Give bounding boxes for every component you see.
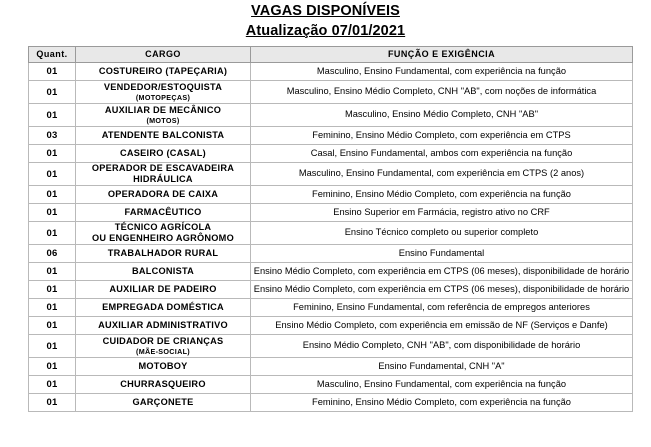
cell-requirements: Masculino, Ensino Médio Completo, CNH "AB", com noções de informática: [251, 81, 633, 104]
cell-requirements: Ensino Médio Completo, com experiência em emissão de NF (Serviços e Danfe): [251, 317, 633, 335]
cell-quantity: 01: [29, 335, 76, 358]
cell-position: [76, 376, 251, 394]
cell-quantity: 01: [29, 394, 76, 412]
cell-quantity: 01: [29, 222, 76, 245]
cell-quantity: 03: [29, 127, 76, 145]
cell-requirements: Ensino Médio Completo, com experiência em CTPS (06 meses), disponibilidade de horário: [251, 281, 633, 299]
cell-position: [76, 186, 251, 204]
position-name: AUXILIAR DE PADEIRO: [109, 284, 217, 294]
cell-quantity: 01: [29, 263, 76, 281]
cell-requirements: Ensino Técnico completo ou superior completo: [251, 222, 633, 245]
cell-requirements: Ensino Médio Completo, com experiência em CTPS (06 meses), disponibilidade de horário: [251, 263, 633, 281]
cell-position: [76, 163, 251, 186]
cell-requirements: Feminino, Ensino Fundamental, com referência de empregos anteriores: [251, 299, 633, 317]
position-name: TRABALHADOR RURAL: [107, 248, 219, 258]
position-name: CHURRASQUEIRO: [120, 379, 206, 389]
cell-requirements: Masculino, Ensino Fundamental, com experiência em CTPS (2 anos): [251, 163, 633, 186]
vacancies-table-wrapper: [28, 46, 632, 412]
cell-quantity: 01: [29, 145, 76, 163]
position-name: OPERADOR DE ESCAVADEIRA: [91, 163, 235, 173]
vacancies-table: [28, 46, 633, 412]
position-subtitle: (MOTOS): [146, 116, 180, 125]
table-row: [29, 81, 633, 104]
table-row: [29, 222, 633, 245]
cell-quantity: 01: [29, 63, 76, 81]
position-name: VENDEDOR/ESTOQUISTA: [103, 82, 223, 92]
page-title: [0, 2, 651, 21]
table-row: [29, 145, 633, 163]
table-header: [29, 47, 633, 63]
position-name: EMPREGADA DOMÉSTICA: [102, 302, 224, 312]
cell-position: [76, 145, 251, 163]
cell-quantity: 01: [29, 81, 76, 104]
table-row: [29, 127, 633, 145]
cell-position: [76, 281, 251, 299]
position-name: BALCONISTA: [131, 266, 195, 276]
cell-requirements: Feminino, Ensino Médio Completo, com experiência na função: [251, 186, 633, 204]
table-row: [29, 299, 633, 317]
table-row: [29, 376, 633, 394]
table-row: [29, 186, 633, 204]
position-subtitle: (MOTOPEÇAS): [135, 93, 191, 102]
cell-requirements: Ensino Médio Completo, CNH "AB", com disponibilidade de horário: [251, 335, 633, 358]
cell-position: [76, 335, 251, 358]
cell-requirements: Ensino Fundamental, CNH "A": [251, 358, 633, 376]
cell-position: [76, 204, 251, 222]
position-name: COSTUREIRO (TAPEÇARIA): [98, 66, 228, 76]
cell-position: [76, 81, 251, 104]
cell-quantity: 01: [29, 358, 76, 376]
cell-requirements: Feminino, Ensino Médio Completo, com experiência na função: [251, 394, 633, 412]
table-row: [29, 163, 633, 186]
table-row: [29, 245, 633, 263]
position-name: CASEIRO (CASAL): [120, 148, 206, 158]
cell-position: [76, 245, 251, 263]
column-header-cargo: CARGO: [76, 47, 251, 63]
cell-position: [76, 317, 251, 335]
position-name: OPERADORA DE CAIXA: [107, 189, 219, 199]
column-header-funcao: FUNÇÃO E EXIGÊNCIA: [251, 47, 633, 63]
position-subtitle: HIDRÁULICA: [133, 174, 193, 184]
table-row: [29, 317, 633, 335]
table-row: [29, 281, 633, 299]
table-body: [29, 63, 633, 412]
table-row: [29, 63, 633, 81]
position-name: AUXILIAR ADMINISTRATIVO: [98, 320, 228, 330]
cell-position: [76, 104, 251, 127]
cell-quantity: 01: [29, 204, 76, 222]
cell-position: [76, 358, 251, 376]
cell-requirements: Masculino, Ensino Médio Completo, CNH "AB": [251, 104, 633, 127]
cell-quantity: 06: [29, 245, 76, 263]
cell-requirements: Casal, Ensino Fundamental, ambos com experiência na função: [251, 145, 633, 163]
cell-requirements: Ensino Superior em Farmácia, registro ativo no CRF: [251, 204, 633, 222]
cell-quantity: 01: [29, 163, 76, 186]
position-name: AUXILIAR DE MECÂNICO: [104, 105, 222, 115]
table-row: [29, 394, 633, 412]
position-name: TÉCNICO AGRÍCOLA: [114, 222, 212, 232]
table-row: [29, 358, 633, 376]
cell-quantity: 01: [29, 376, 76, 394]
position-name: GARÇONETE: [132, 397, 194, 407]
position-name: FARMACÊUTICO: [124, 207, 202, 217]
cell-position: [76, 299, 251, 317]
cell-quantity: 01: [29, 186, 76, 204]
cell-requirements: Ensino Fundamental: [251, 245, 633, 263]
table-row: [29, 263, 633, 281]
cell-position: [76, 222, 251, 245]
table-header-row: [29, 47, 633, 63]
cell-position: [76, 394, 251, 412]
cell-quantity: 01: [29, 299, 76, 317]
cell-requirements: Masculino, Ensino Fundamental, com experiência na função: [251, 63, 633, 81]
cell-requirements: Masculino, Ensino Fundamental, com experiência na função: [251, 376, 633, 394]
position-name: ATENDENTE BALCONISTA: [101, 130, 225, 140]
column-header-quant: Quant.: [29, 47, 76, 63]
cell-requirements: Feminino, Ensino Médio Completo, com experiência em CTPS: [251, 127, 633, 145]
page-title-text: VAGAS DISPONÍVEIS: [251, 3, 400, 19]
cell-quantity: 01: [29, 281, 76, 299]
cell-position: [76, 263, 251, 281]
position-name: CUIDADOR DE CRIANÇAS: [102, 336, 224, 346]
position-subtitle: OU ENGENHEIRO AGRÔNOMO: [92, 233, 234, 243]
cell-position: [76, 63, 251, 81]
table-row: [29, 104, 633, 127]
cell-position: [76, 127, 251, 145]
title-block: [0, 0, 651, 41]
cell-quantity: 01: [29, 104, 76, 127]
table-row: [29, 204, 633, 222]
page-subtitle: [0, 22, 651, 41]
table-row: [29, 335, 633, 358]
position-name: MOTOBOY: [138, 361, 188, 371]
page-subtitle-text: Atualização 07/01/2021: [245, 23, 406, 39]
position-subtitle: (MÃE-SOCIAL): [136, 347, 190, 356]
cell-quantity: 01: [29, 317, 76, 335]
